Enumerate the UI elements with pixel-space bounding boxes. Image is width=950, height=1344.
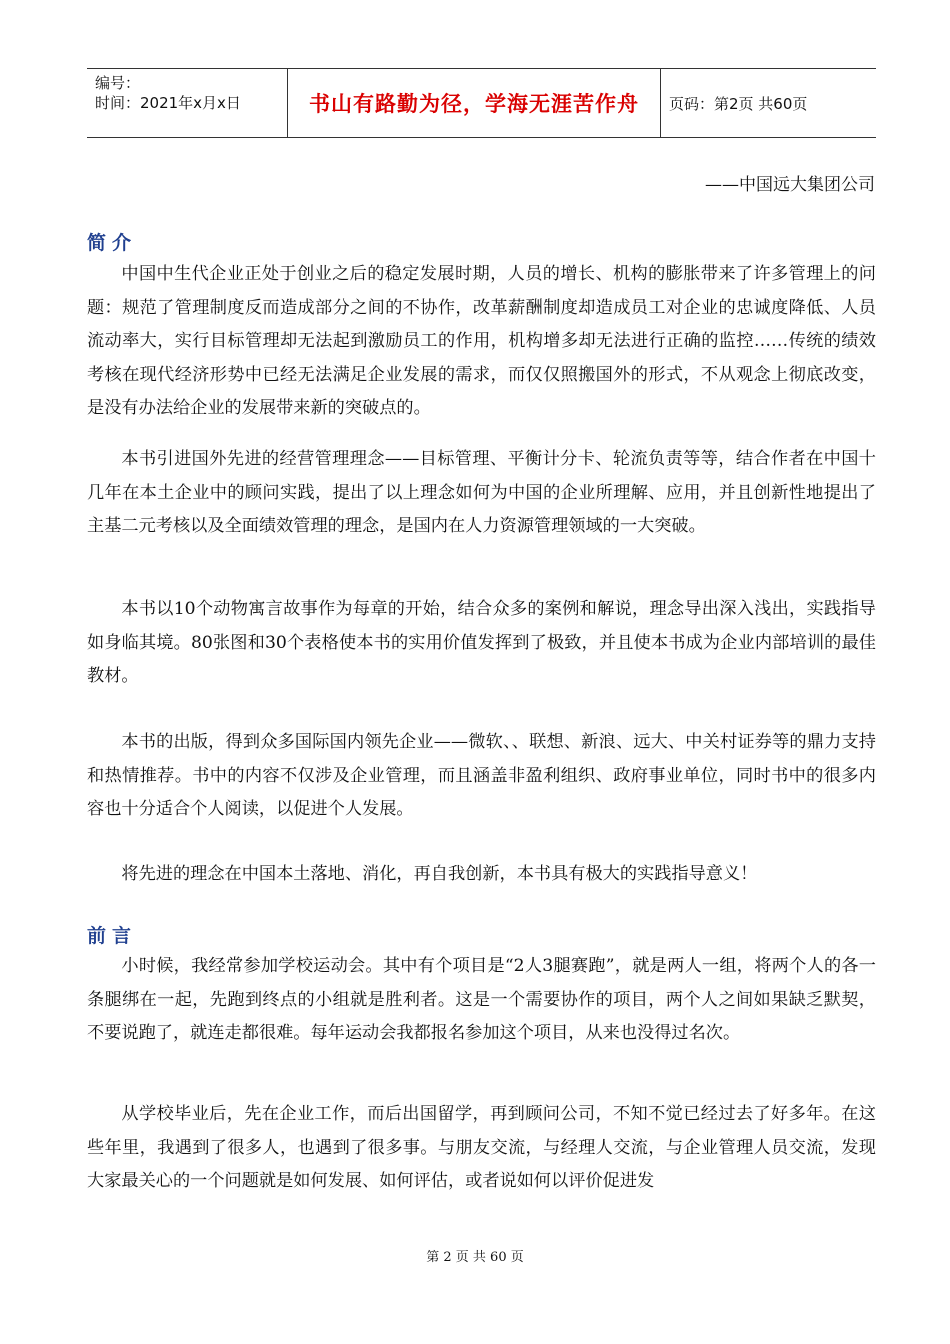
preface-paragraph: 从学校毕业后，先在企业工作，而后出国留学，再到顾问公司，不知不觉已经过去了好多年。在这些年里，我遇到了很多人，也遇到了很多事。与朋友交流，与经理人交流，与企业管理人员交流，发现大家最关心的一个问题就是如何发展、如何评估，或者说如何以评价促进发 bbox=[87, 1104, 876, 1191]
intro-section-title: 简介 bbox=[87, 232, 138, 254]
header-motto: 书山有路勤为径，学海无涯苦作舟 bbox=[287, 69, 661, 137]
intro-paragraph: 将先进的理念在中国本土落地、消化，再自我创新，本书具有极大的实践指导意义！ bbox=[121, 864, 758, 884]
intro-paragraph: 本书以10个动物寓言故事作为每章的开始，结合众多的案例和解说，理念导出深入浅出，实践指导如身临其境。80张图和30个表格使本书的实用价值发挥到了极致，并且使本书成为企业内部培训的最佳教材。 bbox=[87, 599, 876, 686]
preface-section-title: 前言 bbox=[87, 925, 138, 947]
page-footer: 第 2 页 共 60 页 bbox=[426, 1250, 524, 1265]
document-time: 时间：2021年x月x日 bbox=[95, 94, 241, 112]
intro-paragraph: 本书的出版，得到众多国际国内领先企业——微软、、联想、新浪、远大、中关村证券等的鼎力支持和热情推荐。书中的内容不仅涉及企业管理，而且涵盖非盈利组织、政府事业单位，同时书中的很多内容也十分适合个人阅读，以促进个人发展。 bbox=[87, 732, 876, 819]
intro-paragraph: 中国中生代企业正处于创业之后的稳定发展时期，人员的增长、机构的膨胀带来了许多管理上的问题：规范了管理制度反而造成部分之间的不协作，改革薪酬制度却造成员工对企业的忠诚度降低、人员流动率大，实行目标管理却无法起到激励员工的作用，机构增多却无法进行正确的监控……传统的绩效考核在现代经济形势中已经无法满足企业发展的需求，而仅仅照搬国外的形式，不从观念上彻底改变，是没有办法给企业的发展带来新的突破点的。 bbox=[87, 264, 876, 418]
header-page-info: 页码：第2页 共60页 bbox=[669, 94, 808, 113]
document-number-label: 编号： bbox=[95, 74, 141, 92]
company-signature: ——中国远大集团公司 bbox=[705, 175, 875, 195]
preface-paragraph: 小时候，我经常参加学校运动会。其中有个项目是“2人3腿赛跑”，就是两人一组，将两个人的各一条腿绑在一起，先跑到终点的小组就是胜利者。这是一个需要协作的项目，两个人之间如果缺乏默契，不要说跑了，就连走都很难。每年运动会我都报名参加这个项目，从来也没得过名次。 bbox=[87, 956, 876, 1043]
header-meta bbox=[87, 69, 287, 137]
page-header bbox=[87, 68, 876, 138]
intro-paragraph: 本书引进国外先进的经营管理理念——目标管理、平衡计分卡、轮流负责等等，结合作者在中国十几年在本土企业中的顾问实践，提出了以上理念如何为中国的企业所理解、应用，并且创新性地提出了主基二元考核以及全面绩效管理的理念，是国内在人力资源管理领域的一大突破。 bbox=[87, 449, 876, 536]
